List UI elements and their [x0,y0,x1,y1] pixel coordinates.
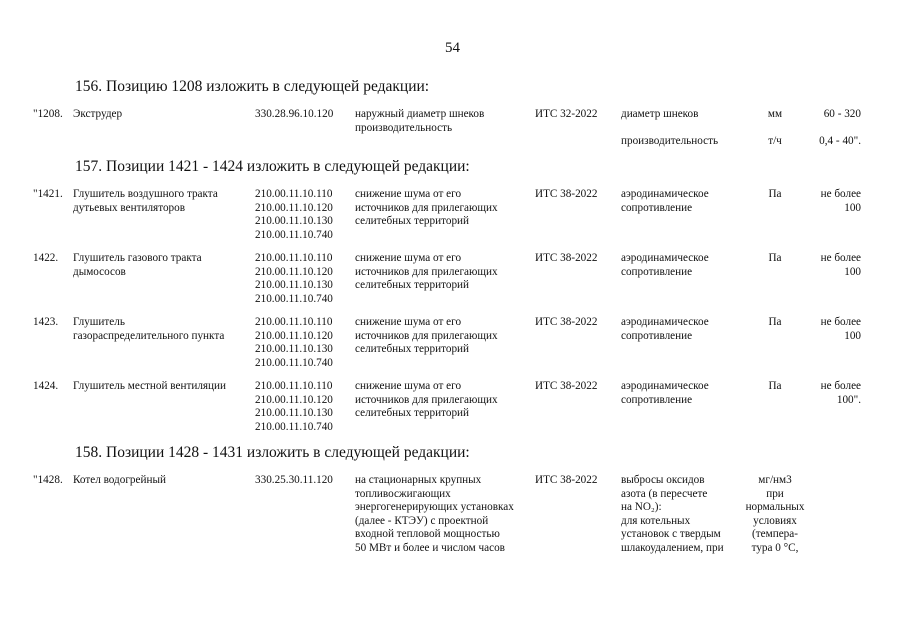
position-number: 1422. [33,252,59,264]
page-number: 54 [445,40,460,56]
criterion: снижение шума от его источников для прилегающих селитебных территорий [355,188,498,228]
position-number: 1423. [33,316,59,328]
okpd-codes: 330.28.96.10.120 [255,108,334,120]
its-reference: ИТС 38-2022 [535,252,598,264]
indicator-unit: мм [767,108,783,120]
indicator-unit: Па [768,380,782,392]
indicator-value: не более 100 [820,316,861,342]
product-name: Глушитель газового тракта дымососов [73,252,202,278]
indicator-value: не более 100". [820,380,861,406]
its-reference: ИТС 32-2022 [535,108,598,120]
its-reference: ИТС 38-2022 [535,380,598,392]
okpd-codes: 210.00.11.10.110 210.00.11.10.120 210.00.11.10.130 210.00.11.10.740 [255,252,333,305]
okpd-codes: 210.00.11.10.110 210.00.11.10.120 210.00.11.10.130 210.00.11.10.740 [255,316,333,369]
indicator-name: диаметр шнеков [621,108,699,120]
indicator-unit: мг/нм3 при нормальных условиях (темпера- тура 0 °С, [745,474,805,554]
criterion: снижение шума от его источников для прилегающих селитебных территорий [355,252,498,292]
indicator-name: аэродинамическое сопротивление [621,316,709,342]
criterion: на стационарных крупных топливосжигающих энергогенерирующих установках (далее - КТЭУ) с проектной входной тепловой мощностью 50 МВт и более и числом часов [355,474,514,554]
product-name: Глушитель местной вентиляции [73,380,227,392]
product-name: Глушитель воздушного тракта дутьевых вентиляторов [73,188,218,214]
criterion: снижение шума от его источников для прилегающих селитебных территорий [355,380,498,420]
indicator-value: 0,4 - 40". [819,135,861,147]
indicator-value: не более 100 [820,252,861,278]
indicator-name: аэродинамическое сопротивление [621,188,709,214]
position-number: "1428. [33,474,63,486]
section-157-heading: 157. Позиции 1421 - 1424 изложить в следующей редакции: [75,158,470,175]
indicator-name: аэродинамическое сопротивление [621,380,709,406]
indicator-value: не более 100 [820,188,861,214]
position-number: "1208. [33,108,63,120]
product-name: Экструдер [73,108,123,120]
okpd-codes: 330.25.30.11.120 [255,474,333,486]
indicator-unit: Па [768,188,782,200]
its-reference: ИТС 38-2022 [535,316,598,328]
position-number: "1421. [33,188,63,200]
its-reference: ИТС 38-2022 [535,188,598,200]
indicator-value: 60 - 320 [823,108,861,120]
product-name: Котел водогрейный [73,474,166,486]
okpd-codes: 210.00.11.10.110 210.00.11.10.120 210.00.11.10.130 210.00.11.10.740 [255,380,333,433]
section-158-heading: 158. Позиции 1428 - 1431 изложить в следующей редакции: [75,444,470,461]
section-156-heading: 156. Позицию 1208 изложить в следующей редакции: [75,78,430,95]
indicator-unit: т/ч [768,135,782,147]
indicator-unit: Па [768,252,782,264]
product-name: Глушитель газораспределительного пункта [73,316,225,342]
indicator-unit: Па [768,316,782,328]
indicator-name: выбросы оксидов азота (в пересчете на NO₂): для котельных установок с твердым шлакоудалением, при [621,474,724,554]
indicator-name: аэродинамическое сопротивление [621,252,709,278]
its-reference: ИТС 38-2022 [535,474,598,486]
indicator-name: производительность [621,135,719,147]
criterion: снижение шума от его источников для прилегающих селитебных территорий [355,316,498,356]
okpd-codes: 210.00.11.10.110 210.00.11.10.120 210.00.11.10.130 210.00.11.10.740 [255,188,333,241]
criterion: наружный диаметр шнеков производительность [355,108,485,134]
position-number: 1424. [33,380,59,392]
